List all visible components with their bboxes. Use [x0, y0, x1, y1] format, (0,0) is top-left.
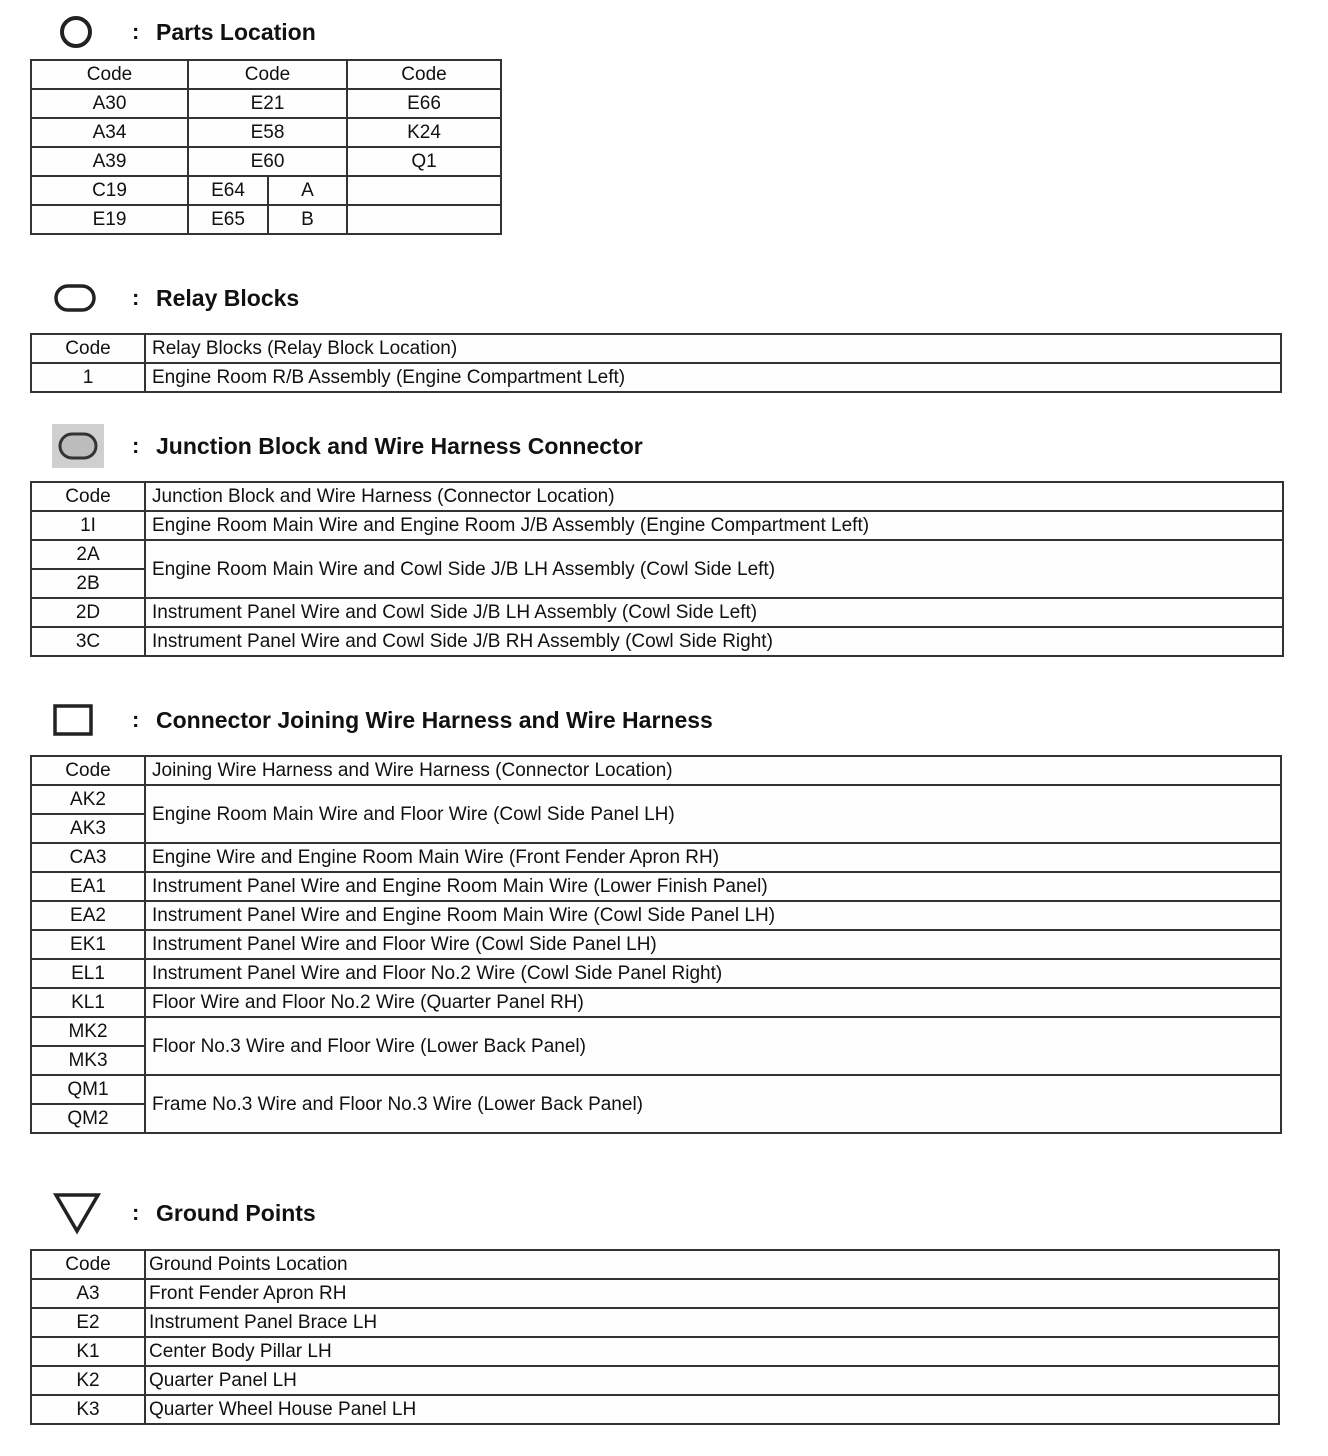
description-cell: Instrument Panel Wire and Cowl Side J/B RH Assembly (Cowl Side Right)	[145, 627, 1283, 656]
code-cell: E19	[31, 205, 188, 234]
ground-points-table	[30, 1249, 1280, 1425]
section-title: Ground Points	[156, 1199, 316, 1226]
section-title: Relay Blocks	[156, 284, 300, 311]
code-cell: AK3	[31, 814, 145, 843]
code-cell: A3	[31, 1279, 145, 1308]
description-cell: Instrument Panel Brace LH	[145, 1308, 1279, 1337]
table-row	[31, 930, 1281, 959]
table-row	[31, 988, 1281, 1017]
description-cell: Quarter Wheel House Panel LH	[145, 1395, 1279, 1424]
description-cell: Engine Room Main Wire and Floor Wire (Cowl Side Panel LH)	[145, 785, 1281, 843]
code-cell: 1	[31, 363, 145, 392]
table-row	[31, 959, 1281, 988]
header-code: Code	[31, 334, 145, 363]
code-cell: E2	[31, 1308, 145, 1337]
description-cell: Quarter Panel LH	[145, 1366, 1279, 1395]
header-cell: Code	[347, 60, 501, 89]
header-cell: Code	[188, 60, 347, 89]
connector-joining-heading	[52, 700, 713, 740]
colon: :	[132, 19, 140, 44]
header-code: Code	[31, 756, 145, 785]
code-cell: EA2	[31, 901, 145, 930]
description-cell: Floor Wire and Floor No.2 Wire (Quarter Panel RH)	[145, 988, 1281, 1017]
table-row	[31, 627, 1283, 656]
table-row	[31, 1075, 1281, 1104]
code-cell: A39	[31, 147, 188, 176]
table-row	[31, 540, 1283, 569]
code-cell: EA1	[31, 872, 145, 901]
description-cell: Engine Room Main Wire and Engine Room J/B Assembly (Engine Compartment Left)	[145, 511, 1283, 540]
connector-joining-table	[30, 755, 1282, 1134]
description-cell: Instrument Panel Wire and Floor Wire (Cowl Side Panel LH)	[145, 930, 1281, 959]
code-cell: A30	[31, 89, 188, 118]
code-cell: Q1	[347, 147, 501, 176]
connector-letter-cell: A	[268, 176, 347, 205]
header-description: Joining Wire Harness and Wire Harness (Connector Location)	[145, 756, 1281, 785]
description-cell: Instrument Panel Wire and Floor No.2 Wire (Cowl Side Panel Right)	[145, 959, 1281, 988]
table-row	[31, 511, 1283, 540]
code-cell: MK2	[31, 1017, 145, 1046]
table-row	[31, 1017, 1281, 1046]
code-cell: K1	[31, 1337, 145, 1366]
colon: :	[132, 285, 140, 310]
description-cell: Engine Room Main Wire and Cowl Side J/B LH Assembly (Cowl Side Left)	[145, 540, 1283, 598]
section-title: Junction Block and Wire Harness Connector	[156, 432, 643, 459]
table-row	[31, 1337, 1279, 1366]
table-row	[31, 176, 501, 205]
description-cell: Frame No.3 Wire and Floor No.3 Wire (Lower Back Panel)	[145, 1075, 1281, 1133]
parts-location-heading	[52, 12, 316, 52]
square-icon	[52, 700, 104, 740]
description-cell: Instrument Panel Wire and Engine Room Main Wire (Cowl Side Panel LH)	[145, 901, 1281, 930]
code-cell: QM2	[31, 1104, 145, 1133]
code-cell: CA3	[31, 843, 145, 872]
code-cell: EK1	[31, 930, 145, 959]
code-cell: MK3	[31, 1046, 145, 1075]
table-row	[31, 89, 501, 118]
colon: :	[132, 707, 140, 732]
description-cell: Center Body Pillar LH	[145, 1337, 1279, 1366]
header-code: Code	[31, 482, 145, 511]
table-header-row	[31, 756, 1281, 785]
code-cell: E60	[188, 147, 347, 176]
triangle-down-icon	[52, 1193, 104, 1233]
table-row	[31, 1308, 1279, 1337]
code-cell: EL1	[31, 959, 145, 988]
table-header-row	[31, 1250, 1279, 1279]
relay-blocks-table	[30, 333, 1282, 393]
description-cell: Floor No.3 Wire and Floor Wire (Lower Back Panel)	[145, 1017, 1281, 1075]
table-row	[31, 785, 1281, 814]
code-cell: E64	[188, 176, 268, 205]
junction-block-heading	[52, 426, 643, 466]
circle-icon	[52, 12, 104, 52]
code-cell: E65	[188, 205, 268, 234]
table-row	[31, 363, 1281, 392]
colon: :	[132, 433, 140, 458]
code-cell: K3	[31, 1395, 145, 1424]
section-title: Connector Joining Wire Harness and Wire Harness	[156, 706, 713, 733]
description-cell: Engine Wire and Engine Room Main Wire (Front Fender Apron RH)	[145, 843, 1281, 872]
table-row	[31, 598, 1283, 627]
code-cell: A34	[31, 118, 188, 147]
table-row	[31, 147, 501, 176]
code-cell: AK2	[31, 785, 145, 814]
code-cell: 2D	[31, 598, 145, 627]
table-row	[31, 205, 501, 234]
table-row	[31, 843, 1281, 872]
table-row	[31, 872, 1281, 901]
connector-letter-cell: B	[268, 205, 347, 234]
code-cell: K24	[347, 118, 501, 147]
code-cell: 3C	[31, 627, 145, 656]
ground-points-heading	[52, 1193, 316, 1233]
shaded-oval-icon	[52, 426, 104, 466]
code-cell: 1I	[31, 511, 145, 540]
code-cell: K2	[31, 1366, 145, 1395]
code-cell: 2B	[31, 569, 145, 598]
code-cell: 2A	[31, 540, 145, 569]
table-row	[31, 1279, 1279, 1308]
table-header-row	[31, 334, 1281, 363]
table-row	[31, 1395, 1279, 1424]
code-cell: E66	[347, 89, 501, 118]
junction-block-table	[30, 481, 1284, 657]
header-code: Code	[31, 1250, 145, 1279]
description-cell: Front Fender Apron RH	[145, 1279, 1279, 1308]
code-cell: KL1	[31, 988, 145, 1017]
description-cell: Engine Room R/B Assembly (Engine Compartment Left)	[145, 363, 1281, 392]
code-cell	[347, 176, 501, 205]
parts-location-table	[30, 59, 502, 235]
rounded-oval-icon	[52, 278, 104, 318]
header-description: Relay Blocks (Relay Block Location)	[145, 334, 1281, 363]
colon: :	[132, 1200, 140, 1225]
description-cell: Instrument Panel Wire and Engine Room Main Wire (Lower Finish Panel)	[145, 872, 1281, 901]
description-cell: Instrument Panel Wire and Cowl Side J/B LH Assembly (Cowl Side Left)	[145, 598, 1283, 627]
header-cell: Code	[31, 60, 188, 89]
code-cell	[347, 205, 501, 234]
table-header-row	[31, 482, 1283, 511]
code-cell: E58	[188, 118, 347, 147]
table-row	[31, 118, 501, 147]
header-description: Junction Block and Wire Harness (Connector Location)	[145, 482, 1283, 511]
table-row	[31, 901, 1281, 930]
section-title: Parts Location	[156, 18, 316, 45]
code-cell: C19	[31, 176, 188, 205]
table-row	[31, 1366, 1279, 1395]
header-description: Ground Points Location	[145, 1250, 1279, 1279]
relay-blocks-heading	[52, 278, 299, 318]
code-cell: QM1	[31, 1075, 145, 1104]
code-cell: E21	[188, 89, 347, 118]
